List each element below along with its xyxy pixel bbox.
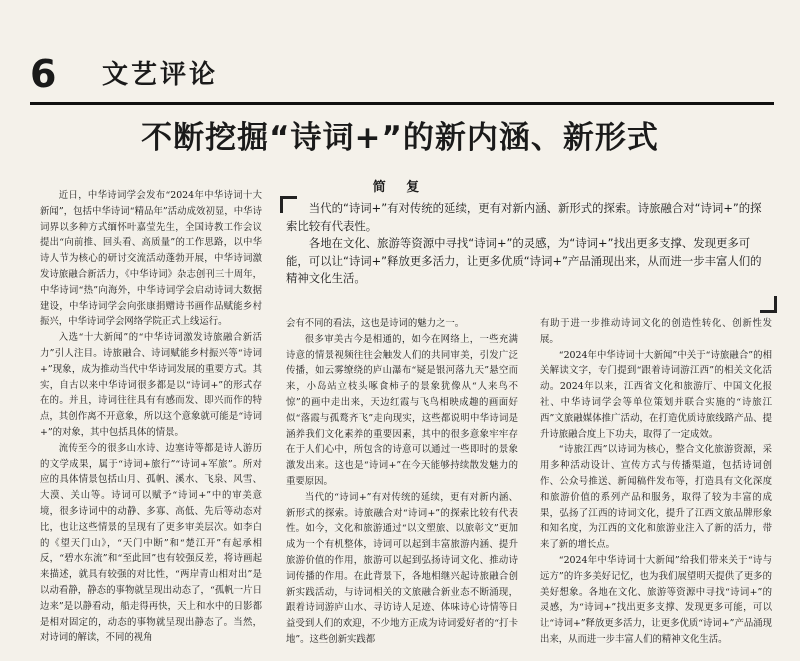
pullquote-paragraph: 当代的“诗词+”有对传统的延续，更有对新内涵、新形式的探索。诗旅融合对“诗词+”的探索比较有代表性。 [286, 201, 762, 233]
paragraph-continued: 会有不同的看法，这也是诗词的魅力之一。 [286, 318, 465, 329]
article-headline: 不断挖掘“诗词+”的新内涵、新形式 [141, 120, 659, 156]
paragraph: 近日，中华诗词学会发布“2024年中华诗词十大新闻”，包括中华诗词“精品年”活动成效初显，中华诗词界以多种方式缅怀叶嘉莹先生，全国诗教工作会议提出“向前推、回头看、高质量”的工作思路，以中华诗人节为核心的研讨交流活动蓬勃开展，中华诗词激发诗旅融合新活力，《中华诗词》杂志创刊三十周年，中华诗词“热”向海外，中华诗词学会启动诗词大数据建设，中华诗词学会向张康捐赠诗书画作品赋能乡村振兴，中华诗词学会网络学院正式上线运行。 [40, 190, 262, 328]
paragraph: 当代的“诗词+”有对传统的延续，更有对新内涵、新形式的探索。诗旅融合对“诗词+”的探索比较有代表性。如今，文化和旅游通过“以文塑旅、以旅彰文”更加成为一个有机整体，诗词可以起到丰富旅游内涵、提升旅游价值的作用，旅游可以起到弘扬诗词文化、推动诗词传播的作用。在此背景下，各地相继兴起诗旅融合创新实践活动，与诗词相关的文旅融合新业态不断涌现，跟着诗词游庐山水、寻访诗人足迹、体味诗心诗情等日益受到人们的欢迎，不少地方正成为诗词爱好者的“打卡地”。这些创新实践都 [286, 491, 518, 645]
section-title: 文艺评论 [102, 60, 219, 90]
page-number: 6 [30, 52, 57, 96]
paragraph-continued: 有助于进一步推动诗词文化的创造性转化、创新性发展。 [540, 318, 772, 345]
text-column-3 [540, 316, 772, 658]
text-column-1 [40, 188, 262, 658]
text-column-2 [286, 316, 518, 658]
pullquote-paragraph: 各地在文化、旅游等资源中寻找“诗词+”的灵感，为“诗词+”找出更多支撑、发现更多可能，可以让“诗词+”释放更多活力，让更多优质“诗词+”产品涌现出来，从而进一步丰富人们的精神文化生活。 [286, 236, 762, 285]
paragraph: 入选“十大新闻”的“中华诗词激发诗旅融合新活力”引人注目。诗旅融合、诗词赋能乡村振兴等“诗词+”现象，成为推动当代中华诗词发展的重要方式。其实，自古以来中华诗词很多都是以“诗词+”的形式存在的。并且，诗词往往具有有感而发、即兴而作的特点，其创作离不开意象，所以这个意象就可能是“诗词+”的对象，其中包括具体的情景。 [40, 332, 262, 438]
pullquote [286, 200, 772, 304]
paragraph: 很多审美古今是相通的，如今在网络上，一些充满诗意的情景视频往往会触发人们的共同审美，引发广泛传播，如云雾缭绕的庐山瀑布“疑是银河落九天”悬空而来，小岛站立枝头啄食柿子的景象犹像从“人来鸟不惊”的画中走出来，天边红霞与飞鸟相映成趣的画面好似“落霞与孤鹜齐飞”走向现实，这些都说明中华诗词是涵养我们文化素养的重要因素，其中的很多意象牢牢存在于人们心中，所包含的诗意可以通过一些即时的景象激发出来。这也是“诗词+”在今天能够持续散发魅力的重要原因。 [286, 333, 518, 487]
paragraph: “2024年中华诗词十大新闻”中关于“诗旅融合”的相关解读文字，专门提到“跟着诗词游江西”的相关文化活动。2024年以来，江西省文化和旅游厅、中国文化报社、中华诗词学会等单位策划并联合实施的“诗旅江西”文旅融媒体推广活动，在打造优质诗旅线路产品、提升诗旅融合度上下功夫，取得了一定成效。 [540, 349, 772, 440]
paragraph: “2024年中华诗词十大新闻”给我们带来关于“诗与远方”的许多美好记忆，也为我们展望明天提供了更多的美好想象。各地在文化、旅游等资源中寻找“诗词+”的灵感，为“诗词+”找出更多支撑、发现更多可能，可以让“诗词+”释放更多活力，让更多优质“诗词+”产品涌现出来，从而进一步丰富人们的精神文化生活。 [540, 554, 772, 645]
article-author: 简 复 [372, 180, 428, 195]
paragraph: “诗旅江西”以诗词为核心，整合文化旅游资源，采用多种活动设计、宣传方式与传播渠道，包括诗词创作、公众号推送、新闻稿件发布等，打造具有文化深度和旅游价值的系列产品和服务，取得了较为丰富的成果，弘扬了江西的诗词文化，提升了江西文旅品牌形象和知名度，为江西的文化和旅游业注入了新的活力，带来了新的增长点。 [540, 444, 772, 551]
paragraph: 流传至今的很多山水诗、边塞诗等都是诗人游历的文学成果，属于“诗词+旅行”“诗词+军旅”。所对应的具体情景包括山月、孤帆、溪水、飞泉、风雪、大漠、关山等。诗词可以赋予“诗词+”中的审美意境，很多诗词中的动静、多寡、高低、先后等动态对比，也让这些情景的呈现有了更多审美层次。如李白的《望天门山》，“天门中断”和“楚江开”有起承相反，“碧水东流”和“至此回”也有较强反差，将诗画起来描述，就具有较强的对比性，“两岸青山相对出”是以动看静，静态的事物就呈现出动态了，“孤帆一片日边来”是以静看动，船走得再快，天上和水中的日影都是相对固定的，动态的事物就呈现出静态了。当然，对诗词的解读，不同的视角 [40, 442, 262, 644]
page-header [30, 50, 774, 105]
